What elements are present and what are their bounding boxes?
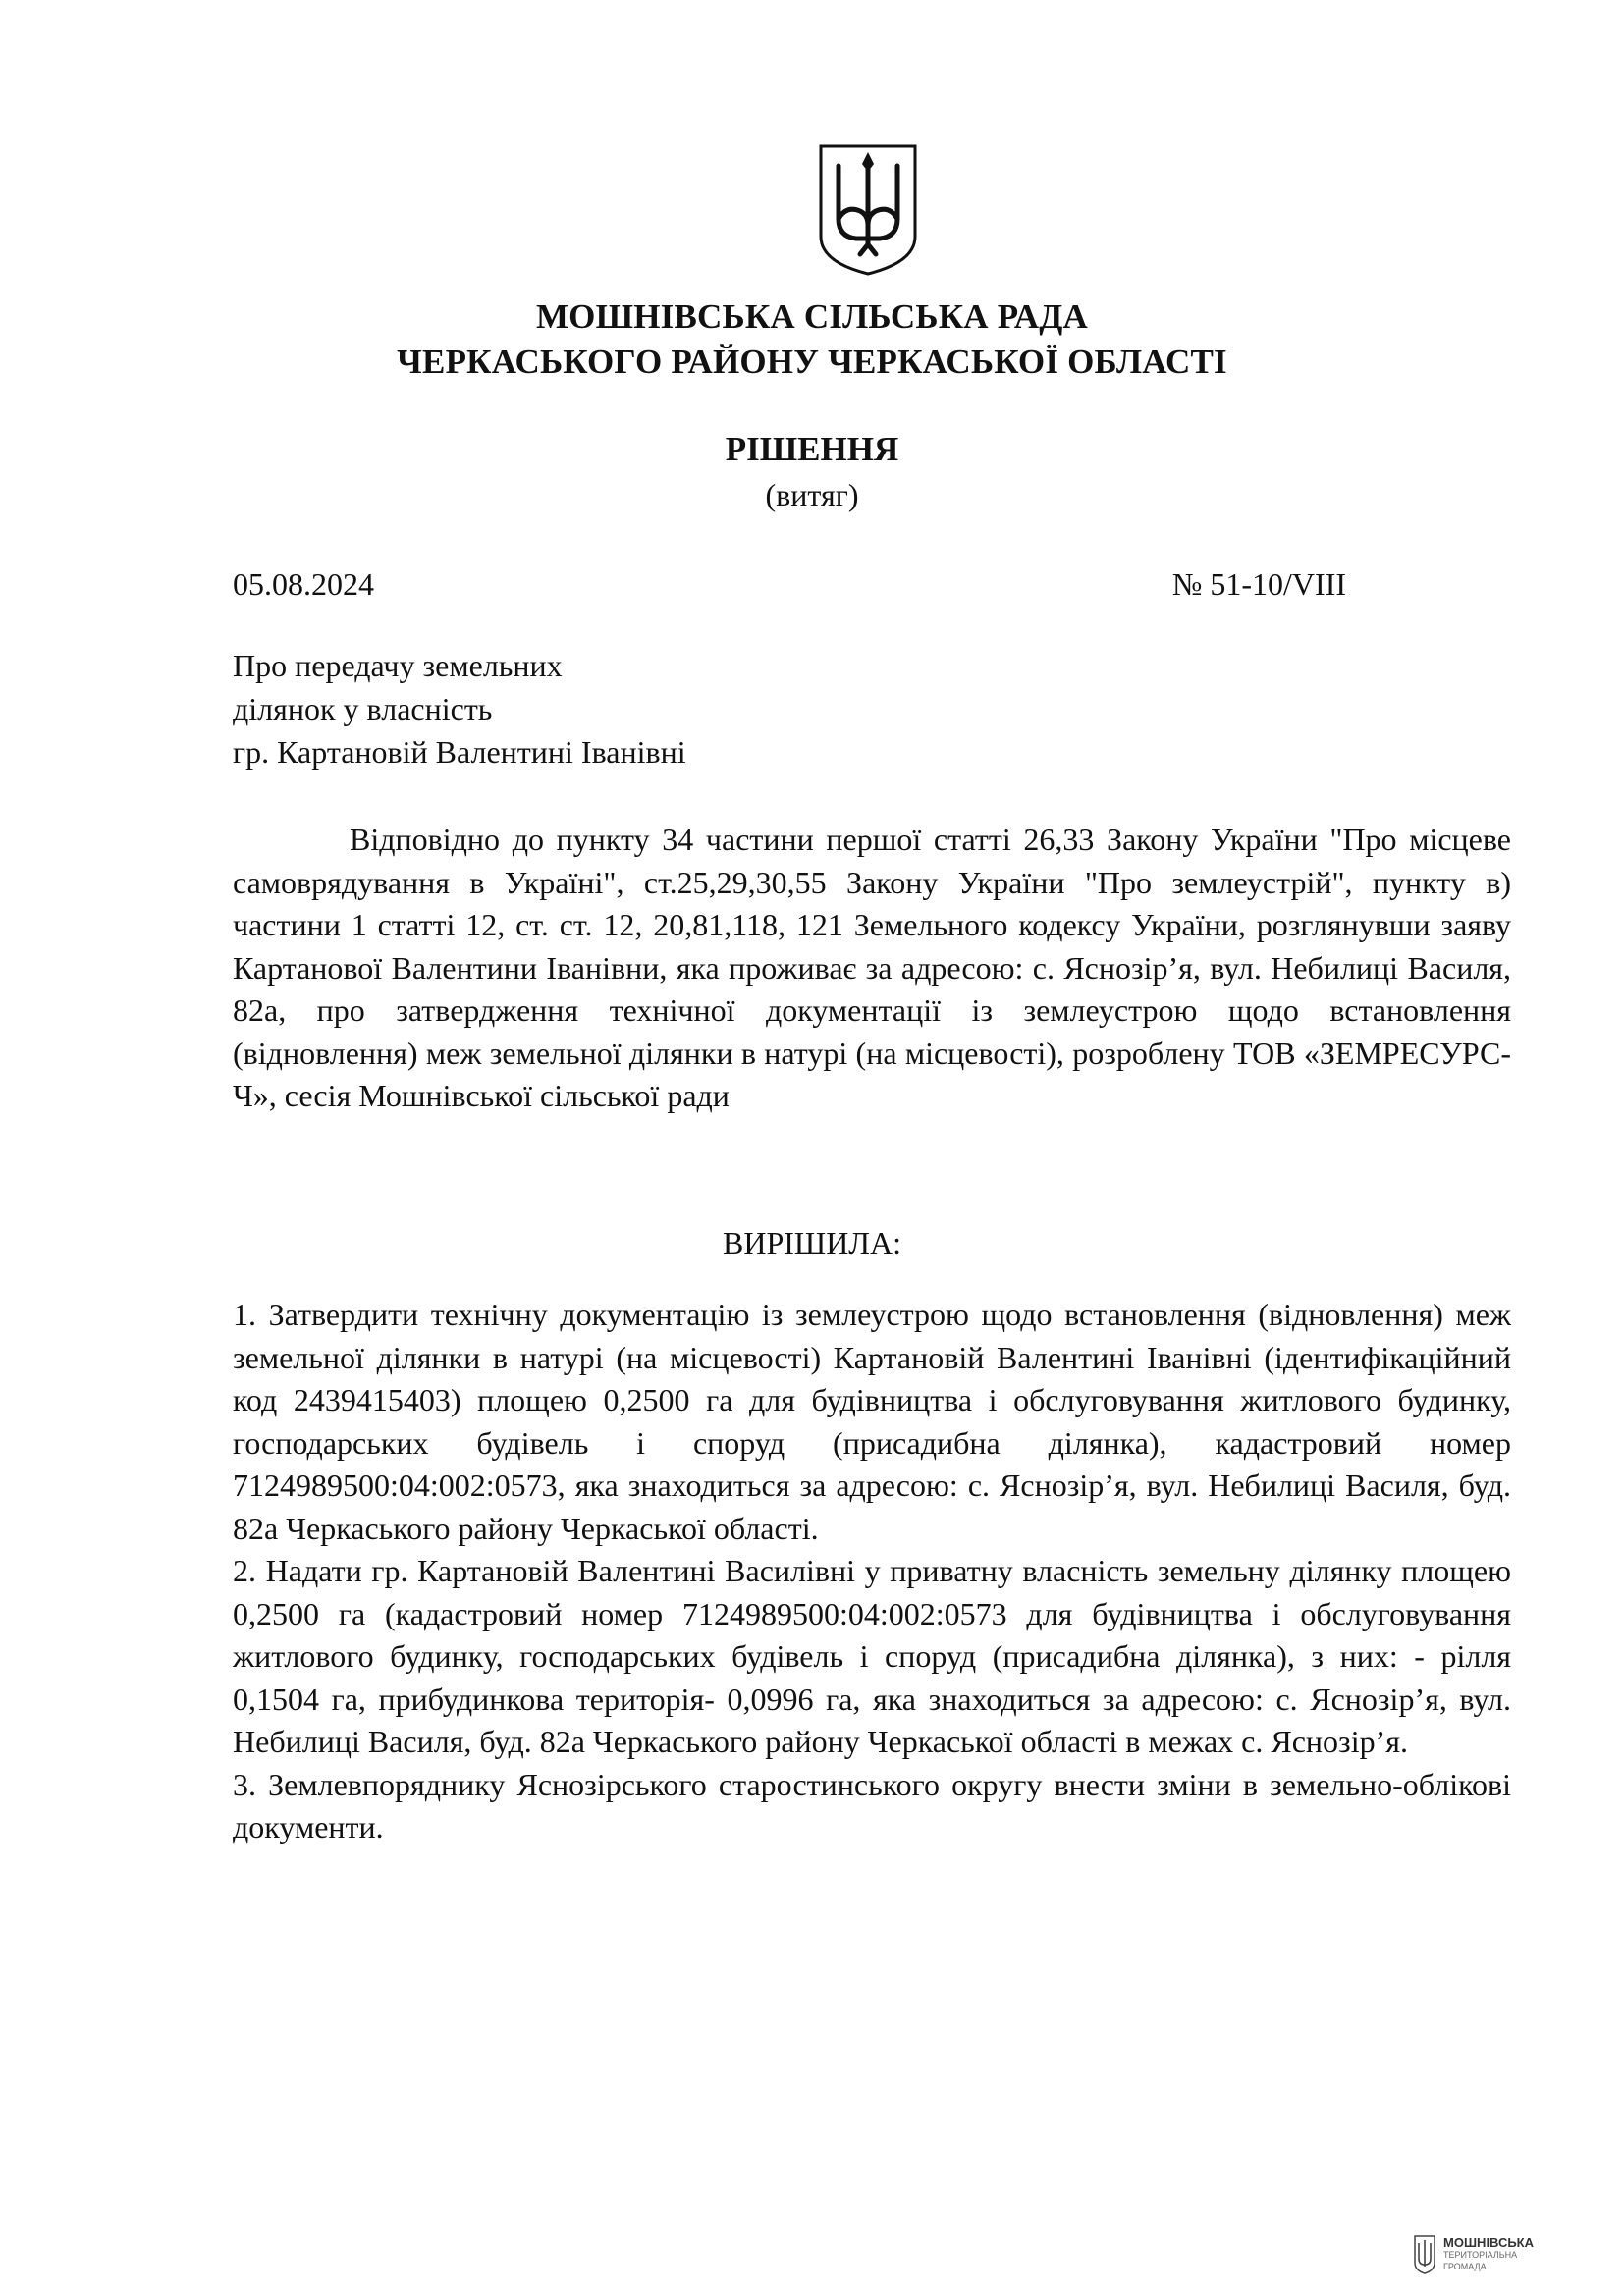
council-name: МОШНІВСЬКА СІЛЬСЬКА РАДА xyxy=(535,297,1089,336)
subject-line: гр. Картановій Валентині Іванівні xyxy=(233,734,686,770)
resolved-heading: ВИРІШИЛА: xyxy=(723,1225,901,1260)
subject-line: Про передачу земельних xyxy=(233,648,563,683)
trident-watermark-icon xyxy=(1414,2235,1435,2274)
decision-item: 3. Землевпоряднику Яснозірського старостинського округу внести зміни в земельно-облікові документи. xyxy=(233,1766,1511,1844)
watermark-line: ГРОМАДА xyxy=(1443,2262,1487,2271)
decision-number: № 51-10/VIII xyxy=(1171,566,1346,602)
community-watermark xyxy=(1414,2235,1534,2274)
preamble-paragraph: Відповідно до пункту 34 частини першої статті 26,33 Закону України "Про місцеве самоврядування в Україні", ст.25,29,30,55 Закону України "Про землеустрій", пункту в) частини 1 статті 12, ст. ст. 12, 20,81,118, 121 Земельного кодексу України, розглянувши заяву Картанової Валентини Іванівни, яка проживає за адресою: с. Яснозір’я, вул. Небилиці Василя, 82а, про затвердження технічної документації із землеустрою щодо встановлення (відновлення) меж земельної ділянки в натурі (на місцевості), розроблену ТОВ «ЗЕМРЕСУРС-Ч», сесія Мошнівської сільської ради xyxy=(233,822,1511,1113)
subject-line: ділянок у власність xyxy=(233,691,493,726)
document-type: РІШЕННЯ xyxy=(725,430,899,468)
watermark-text xyxy=(1443,2237,1534,2272)
council-region: ЧЕРКАСЬКОГО РАЙОНУ ЧЕРКАСЬКОЇ ОБЛАСТІ xyxy=(397,343,1227,381)
decision-date: 05.08.2024 xyxy=(233,566,374,602)
document-subtype: (витяг) xyxy=(765,477,859,512)
decision-subject xyxy=(233,644,686,774)
decision-item: 1. Затвердити технічну документацію із землеустрою щодо встановлення (відновлення) меж земельної ділянки в натурі (на місцевості) Картановій Валентині Іванівні (ідентифікаційний код 2439415403) площею 0,2500 га для будівництва і обслуговування житлового будинку, господарських будівель і споруд (присадибна ділянка), кадастровий номер 7124989500:04:002:0573, яка знаходиться за адресою: с. Яснозір’я, вул. Небилиці Василя, буд. 82а Черкаського району Черкаської області. xyxy=(233,1297,1511,1546)
trident-coat-of-arms-icon xyxy=(817,142,919,278)
decision-item: 2. Надати гр. Картановій Валентині Василівні у приватну власність земельну ділянку площею 0,2500 га (кадастровий номер 7124989500:04:002:0573 для будівництва і обслуговування житлового будинку, господарських будівель і споруд (присадибна ділянка), з них: - рілля 0,1504 га, прибудинкова територія- 0,0996 га, яка знаходиться за адресою: с. Яснозір’я, вул. Небилиці Василя, буд. 82а Черкаського району Черкаської області в межах с. Яснозір’я. xyxy=(233,1553,1511,1759)
watermark-line: МОШНІВСЬКА xyxy=(1443,2235,1534,2250)
decision-items xyxy=(233,1294,1511,1849)
watermark-line: ТЕРИТОРІАЛЬНА xyxy=(1443,2250,1518,2260)
